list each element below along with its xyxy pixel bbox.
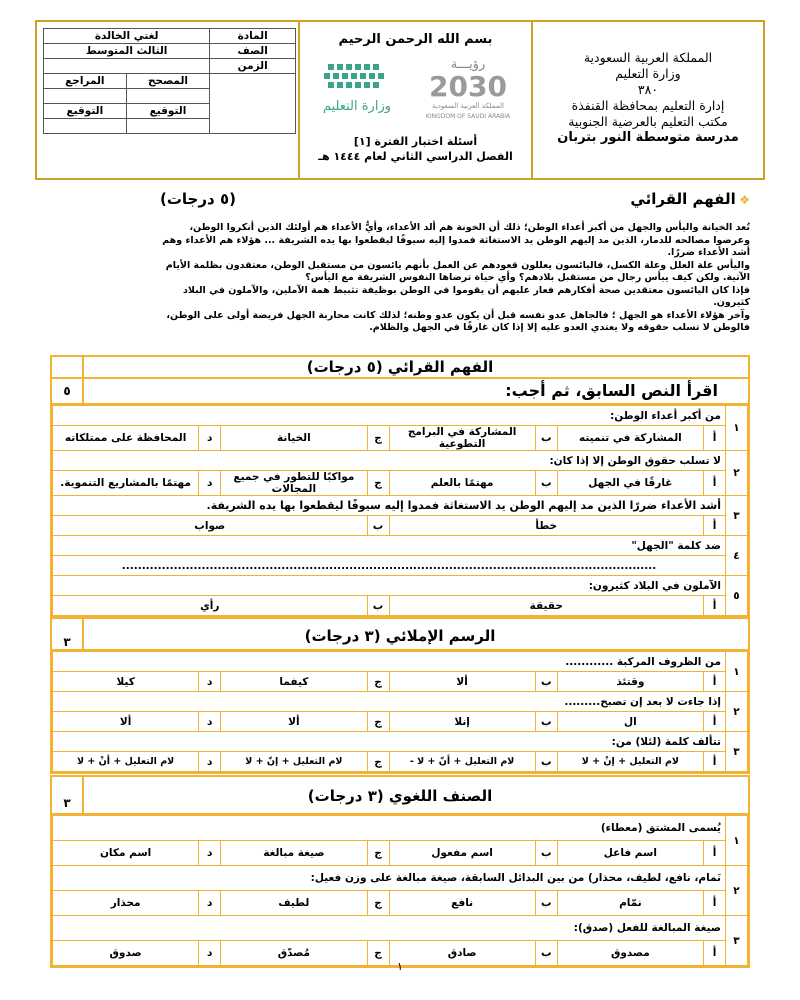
- question-row: [53, 692, 748, 712]
- question-number: ١: [726, 816, 748, 866]
- svg-text:رؤيـــة: رؤيـــة: [450, 57, 486, 72]
- question-row: [53, 406, 748, 426]
- question-stem: نَمام، نافع، لطيف، محذار) من بين البدائل السابقة، صيغة مبالغة على وزن فعيل:: [53, 866, 726, 891]
- option-letter: ب: [367, 516, 389, 536]
- option-b[interactable]: المشاركة في البرامج التطوعية: [389, 426, 535, 451]
- question-number: ١: [726, 652, 748, 692]
- question-number: ٤: [726, 536, 748, 576]
- section-score: ٣: [52, 619, 84, 649]
- section-instruction: اقرأ النص السابق، ثم أجب: ٥: [52, 379, 748, 405]
- options-row: [53, 596, 748, 616]
- option-a[interactable]: وقتئذ: [557, 672, 703, 692]
- option-c[interactable]: مواكبًا للتطور في جميع المجالات: [221, 471, 367, 496]
- time-label: الزمن: [210, 59, 296, 74]
- section-title: الفهم القرائي (٥ درجات): [52, 357, 748, 379]
- option-letter: ب: [535, 891, 557, 916]
- question-number: ٢: [726, 692, 748, 732]
- reviewer-signature[interactable]: [44, 119, 127, 134]
- question-stem: لا تسلب حقوق الوطن إلا إذا كان:: [53, 451, 726, 471]
- option-c[interactable]: لام التعليل + إنّ + لا: [221, 752, 367, 772]
- question-stem: يُسمى المشتق (معطاء): [53, 816, 726, 841]
- option-letter: د: [199, 941, 221, 966]
- option-letter: ج: [367, 672, 389, 692]
- option-a[interactable]: مصدوق: [557, 941, 703, 966]
- question-stem: الآملون في البلاد كثيرون:: [53, 576, 726, 596]
- option-b[interactable]: مهتمًا بالعلم: [389, 471, 535, 496]
- option-letter: أ: [704, 941, 726, 966]
- score-box-top: [52, 357, 84, 377]
- option-d[interactable]: اسم مكان: [53, 841, 199, 866]
- option-letter: أ: [704, 516, 726, 536]
- answer-row: [53, 556, 748, 576]
- question-number: ٥: [726, 576, 748, 616]
- option-d[interactable]: مهتمًا بالمشاريع التنموية.: [53, 471, 199, 496]
- option-a[interactable]: ال: [557, 712, 703, 732]
- question-stem: من أكبر أعداء الوطن:: [53, 406, 726, 426]
- grade-box[interactable]: [210, 74, 296, 134]
- question-row: [53, 652, 748, 672]
- svg-text:KINGDOM OF SAUDI ARABIA: KINGDOM OF SAUDI ARABIA: [425, 113, 511, 120]
- option-b[interactable]: صادق: [389, 941, 535, 966]
- question-row: [53, 866, 748, 891]
- passage-title: ❖ الفهم القرائي: [630, 190, 750, 208]
- question-row: [53, 816, 748, 841]
- option-letter: ب: [535, 426, 557, 451]
- option-letter: ب: [535, 672, 557, 692]
- school-info: [533, 22, 763, 178]
- option-c[interactable]: الخيانة: [221, 426, 367, 451]
- basmala: بسم الله الرحمن الرحيم: [338, 32, 493, 47]
- exam-title-block: [300, 134, 531, 164]
- option-letter: ب: [535, 752, 557, 772]
- options-row: [53, 516, 748, 536]
- corrector-label: المصحح: [126, 74, 210, 89]
- option-letter: د: [199, 426, 221, 451]
- options-row: [53, 426, 748, 451]
- passage-line: وعرضوا مصالحه للدمار، الذين مد إليهم الوطن يد الاستغاثة فمدوا إليه سيوفًا ليقطعوا بها يده الشريفة ... هؤلاء هم الأعداء وهم: [162, 234, 750, 246]
- questions-table: [52, 651, 748, 772]
- question-row: [53, 536, 748, 556]
- option-letter: د: [199, 752, 221, 772]
- option-a[interactable]: اسم فاعل: [557, 841, 703, 866]
- option-letter: ب: [535, 712, 557, 732]
- section-title: الرسم الإملائي (٣ درجات) ٣: [52, 619, 748, 651]
- option-a[interactable]: خطأ: [389, 516, 704, 536]
- option-a[interactable]: المشاركة في تنميته: [557, 426, 703, 451]
- page-number: ١: [397, 960, 403, 973]
- reading-passage: [50, 222, 750, 335]
- section-title: الصنف اللغوي (٣ درجات) ٣: [52, 777, 748, 815]
- question-number: ١: [726, 406, 748, 451]
- option-letter: ج: [367, 471, 389, 496]
- option-letter: أ: [704, 891, 726, 916]
- option-letter: ج: [367, 941, 389, 966]
- passage-marks: (٥ درجات): [160, 190, 236, 208]
- svg-text:وزارة التعليم: وزارة التعليم: [322, 99, 392, 114]
- option-letter: ج: [367, 841, 389, 866]
- section-spelling: [50, 617, 750, 774]
- option-letter: أ: [704, 752, 726, 772]
- exam-info-table: [43, 28, 296, 134]
- option-letter: ج: [367, 426, 389, 451]
- option-d[interactable]: ألا: [53, 712, 199, 732]
- subject-value: لغتي الخالدة: [44, 29, 210, 44]
- exam-info: [37, 22, 302, 178]
- passage-line: أشد الأعداء ضررًا.: [667, 247, 750, 258]
- exam-term: الفصل الدراسي الثاني لعام ١٤٤٤ هـ: [318, 150, 513, 163]
- passage-line: الآتية. ولكن كيف ييأس رجال من مستقبل بلادهم؟ وأي حياة ترضاها النفوس الشريفة مع اليأس؟: [305, 272, 750, 283]
- options-row: [53, 891, 748, 916]
- reviewer-label: المراجع: [44, 74, 127, 89]
- question-number: ٣: [726, 732, 748, 772]
- passage-line: فالوطن لا تسلب حقوقه ولا يعتدي العدو عليه إلا إذا كان غارقًا في الجهل والظلام.: [369, 322, 750, 333]
- school-code: ٣٨٠: [637, 82, 659, 97]
- moe-logo: [310, 60, 405, 120]
- option-b[interactable]: رأي: [53, 596, 368, 616]
- section-reading-comprehension: [50, 355, 750, 618]
- question-row: [53, 496, 748, 516]
- section-score: ٣: [52, 777, 84, 813]
- option-b[interactable]: نافع: [389, 891, 535, 916]
- answer-line[interactable]: ......................................................................................................................................: [53, 556, 726, 576]
- exam-header: [35, 20, 765, 180]
- option-d[interactable]: محذار: [53, 891, 199, 916]
- options-row: [53, 672, 748, 692]
- passage-line: كثيرون.: [713, 297, 750, 308]
- option-c[interactable]: ألا: [221, 712, 367, 732]
- ministry-name: وزارة التعليم: [615, 66, 681, 81]
- option-letter: أ: [704, 426, 726, 451]
- option-letter: ب: [535, 941, 557, 966]
- question-row: [53, 732, 748, 752]
- option-a[interactable]: حقيقة: [389, 596, 704, 616]
- option-d[interactable]: المحافظة على ممتلكاته: [53, 426, 199, 451]
- passage-line: فإذا كان اليائسون معتقدين صحة أفكارهم فعار عليهم أن يقوموا في الوطن بوظيفة تثبيط همة الآملين، والآملون في البلاد: [182, 284, 750, 296]
- passage-line: واليأس علة العلل وعلة الكسل، فاليائسون يعللون قعودهم عن العمل بأنهم يائسون من مستقبل الوطن، معتقدون بظلمة الأيام: [165, 259, 750, 271]
- question-stem: صيغة المبالغة للفعل (صدق):: [53, 916, 726, 941]
- option-letter: أ: [704, 841, 726, 866]
- question-number: ٣: [726, 916, 748, 966]
- option-letter: ج: [367, 752, 389, 772]
- option-letter: د: [199, 712, 221, 732]
- question-row: [53, 451, 748, 471]
- questions-table: [52, 815, 748, 966]
- section-linguistic-category: [50, 775, 750, 968]
- option-letter: أ: [704, 596, 726, 616]
- option-a[interactable]: نمّام: [557, 891, 703, 916]
- kingdom-name: المملكة العربية السعودية: [583, 50, 713, 65]
- options-row: [53, 841, 748, 866]
- time-value[interactable]: [44, 59, 210, 74]
- section-score: ٥: [52, 379, 84, 403]
- options-row: [53, 712, 748, 732]
- option-d[interactable]: لام التعليل + أنْ + لا: [53, 752, 199, 772]
- option-letter: أ: [704, 712, 726, 732]
- subject-label: المادة: [210, 29, 296, 44]
- reviewer-name[interactable]: [44, 89, 127, 104]
- grade-value: الثالث المتوسط: [44, 44, 210, 59]
- option-b[interactable]: إنلا: [389, 712, 535, 732]
- question-row: [53, 576, 748, 596]
- questions-table: [52, 405, 748, 616]
- passage-line: تُعد الخيانة واليأس والجهل من أكبر أعداء الوطن؛ ذلك أن الخونة هم ألد الأعداء، وأيُّ الأعداء هم أولئك الذين أنكروا الوطن،: [189, 222, 750, 233]
- option-letter: أ: [704, 471, 726, 496]
- education-admin: إدارة التعليم بمحافظة القنفذة: [571, 98, 725, 113]
- option-letter: ب: [535, 841, 557, 866]
- option-d[interactable]: كيلا: [53, 672, 199, 692]
- school-name: مدرسة متوسطة النور بتربان: [557, 130, 739, 145]
- question-number: ٣: [726, 496, 748, 536]
- grade-label: الصف: [210, 44, 296, 59]
- option-b[interactable]: اسم مفعول: [389, 841, 535, 866]
- svg-text:المملكة العربية السعودية: المملكة العربية السعودية: [432, 102, 504, 110]
- corrector-signature[interactable]: [126, 119, 210, 134]
- vision-2030-logo: [413, 54, 523, 122]
- option-c[interactable]: صيغة مبالغة: [221, 841, 367, 866]
- option-c[interactable]: كيفما: [221, 672, 367, 692]
- question-stem: من الظروف المركبة ............: [53, 652, 726, 672]
- option-letter: ج: [367, 891, 389, 916]
- option-letter: د: [199, 471, 221, 496]
- option-c[interactable]: مُصدّق: [221, 941, 367, 966]
- svg-text:2030: 2030: [429, 70, 507, 103]
- option-letter: د: [199, 891, 221, 916]
- corrector-name[interactable]: [126, 89, 210, 104]
- option-c[interactable]: لطيف: [221, 891, 367, 916]
- option-letter: أ: [704, 672, 726, 692]
- question-number: ٢: [726, 451, 748, 496]
- question-stem: ضد كلمة "الجهل": [53, 536, 726, 556]
- question-number: ٢: [726, 866, 748, 916]
- option-b[interactable]: صواب: [53, 516, 368, 536]
- option-b[interactable]: ألا: [389, 672, 535, 692]
- diamond-icon: ❖: [739, 193, 750, 207]
- option-letter: ب: [367, 596, 389, 616]
- option-letter: ج: [367, 712, 389, 732]
- exam-title: أسئلة اختبار الفترة [١]: [353, 135, 478, 148]
- options-row: [53, 752, 748, 772]
- option-a[interactable]: غارقًا في الجهل: [557, 471, 703, 496]
- option-letter: ب: [535, 471, 557, 496]
- option-letter: د: [199, 672, 221, 692]
- question-stem: أشد الأعداء ضررًا الذين مد إليهم الوطن يد الاستغاثة فمدوا إليه سيوفًا ليقطعوا بها يده الشريفة.: [53, 496, 726, 516]
- question-stem: إذا جاءت لا بعد إن تصبح.........: [53, 692, 726, 712]
- reviewer-signature-label: التوقيع: [44, 104, 127, 119]
- passage-line: وآخر هؤلاء الأعداء هو الجهل ؛ فالجاهل عدو نفسه قبل أن يكون عدو وطنه؛ لذلك كانت محاربة الجهل فريضة أولى على الوطن،: [166, 309, 750, 321]
- option-b[interactable]: لام التعليل + أنّ + لا -: [389, 752, 535, 772]
- logos-area: [298, 22, 533, 178]
- education-office: مكتب التعليم بالعرضية الجنوبية: [568, 114, 728, 129]
- corrector-signature-label: التوقيع: [126, 104, 210, 119]
- option-letter: د: [199, 841, 221, 866]
- question-stem: تتألف كلمة (لئلا) من:: [53, 732, 726, 752]
- option-a[interactable]: لام التعليل + إنْ + لا: [557, 752, 703, 772]
- option-d[interactable]: صدوق: [53, 941, 199, 966]
- question-row: [53, 916, 748, 941]
- options-row: [53, 471, 748, 496]
